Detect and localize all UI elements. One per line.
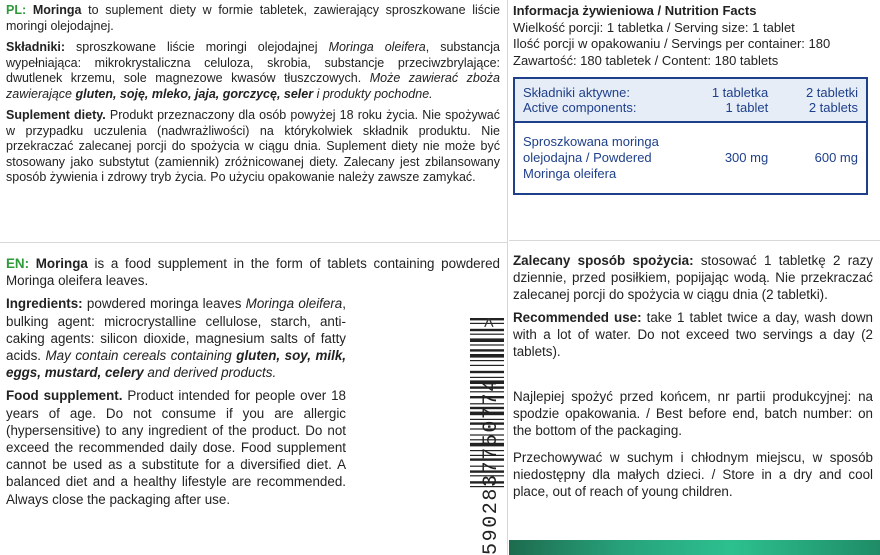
pl-supplement-label: Suplement diety.: [6, 108, 106, 122]
en-allergen-list: gluten, soy, milk, eggs, mustard, celery: [6, 348, 346, 381]
en-supplement-notice: [6, 387, 346, 507]
en-ingredients-text: powdered moringa leaves: [82, 296, 246, 312]
pl-supplement-text: Produkt przeznaczony dla osób powyżej 18 roku życia. Nie spożywać w przypadku uczulenia (nadwrażliwości) na którykolwiek składnik produktu. Nie przekraczać zalecanej porcji do spożycia w ciągu dnia. Suplement diety nie może być stosowany jako substytut (zamiennik) zróżnicowanej diety. Zalecany jest zbilansowany sposób żywienia i zdrowy tryb życia. Po użyciu opakowanie należy zawsze zamykać.: [6, 108, 500, 184]
en-ingredients-label: Ingredients:: [6, 296, 83, 312]
servings-per-container-line: Ilość porcji w opakowaniu / Servings per container: 180: [513, 36, 831, 51]
content-line: Zawartość: 180 tabletek / Content: 180 tablets: [513, 52, 779, 68]
barcode-number: 5902837750774: [480, 378, 503, 555]
en-intro: [6, 255, 500, 289]
en-usage-text: take 1 tablet twice a day, wash down with a lot of water. Do not exceed two servings a day (2 tablets).: [513, 310, 873, 359]
pl-usage-text: stosować 1 tabletkę 2 razy dziennie, przed posiłkiem, popijając wodą. Nie przekraczać zalecanej porcji do spożycia w ciągu dnia (2 tabletki).: [513, 253, 873, 302]
pl-language-label: PL:: [6, 3, 27, 17]
serving-size-line: Wielkość porcji: 1 tabletka / Serving size: 1 tablet: [513, 19, 795, 35]
pl-product-name: Moringa: [32, 3, 82, 17]
pl-allergen-list: gluten, soję, mleko, jaja, gorczycę, seler: [75, 86, 314, 101]
moringa-row-label: Sproszkowana moringa olejodajna / Powdered Moringa oleifera: [514, 122, 681, 194]
nutrition-table-header: [514, 78, 867, 122]
storage-info: Przechowywać w suchym i chłodnym miejscu, w sposób niedostępny dla małych dzieci. / Store in a dry and cool place, out of reach of young children.: [513, 450, 873, 499]
best-before-info: Najlepiej spożyć przed końcem, nr partii produkcyjnej: na spodzie opakowania. / Best before end, batch number: on the bottom of the packaging.: [513, 389, 873, 438]
packaging-color-band: [509, 540, 880, 555]
column-divider: [507, 0, 508, 555]
pl-ingredients-label: Składniki:: [6, 40, 66, 54]
pl-allergen-intro: Może zawierać zboża zawierające: [6, 71, 500, 101]
section-divider-right: [509, 240, 880, 241]
pl-intro: [6, 3, 500, 34]
pl-intro-text: to suplement diety w formie tabletek, zawierający sproszkowane liście moringi olejodajnej.: [6, 3, 500, 33]
pl-latin-name: Moringa oleifera: [328, 40, 426, 54]
header-two-tablets: 2 tabletki 2 tablets: [776, 78, 867, 122]
nutrition-title: Informacja żywieniowa / Nutrition Facts: [513, 3, 757, 18]
header-one-tablet: 1 tabletka 1 tablet: [681, 78, 776, 122]
nutrition-section: [513, 3, 875, 195]
pl-allergen-outro: i produkty pochodne.: [313, 86, 433, 101]
moringa-two-tablets-value: 600 mg: [776, 122, 867, 194]
barcode-chevron: >: [478, 317, 499, 328]
en-supplement-text: Product intended for people over 18 years of age. Do not consume if you are allergic (hypersensitive) to any ingredient of the product. Do not exceed the recommended daily dose. Food supplement cannot be used as a substitute for a diversified diet. A balanced diet and a healthy lifestyle are recommended. Always close the packaging after use.: [6, 388, 346, 507]
section-divider-left: [0, 242, 507, 243]
usage-section: [513, 252, 873, 506]
en-allergen-outro: and derived products.: [143, 365, 277, 381]
en-language-label: EN:: [6, 256, 30, 271]
en-supplement-label: Food supplement.: [6, 388, 123, 404]
pl-ingredients-text2: , substancja wypełniająca: mikrokrystaliczna celuloza, skrobia, substancje przeciwzbrylające: dwutlenek krzemu, sole magnezowe kwasów tłuszczowych.: [6, 40, 500, 85]
en-ingredients: [6, 295, 346, 381]
en-latin-name: Moringa oleifera: [245, 296, 343, 312]
polish-section: [6, 3, 500, 192]
pl-ingredients-text: sproszkowane liście moringi olejodajnej: [65, 40, 329, 54]
nutrition-table-row: [514, 122, 867, 194]
pl-usage-label: Zalecany sposób spożycia:: [513, 253, 694, 268]
pl-recommended-use: [513, 252, 873, 303]
en-intro-text: is a food supplement in the form of tablets containing powdered Moringa oleifera leaves.: [6, 256, 500, 289]
en-usage-label: Recommended use:: [513, 310, 642, 325]
en-product-name: Moringa: [35, 256, 88, 271]
en-recommended-use: [513, 309, 873, 360]
pl-ingredients: [6, 40, 500, 102]
moringa-one-tablet-value: 300 mg: [681, 122, 776, 194]
nutrition-table: [513, 77, 868, 195]
active-components-label: Składniki aktywne: Active components:: [514, 78, 681, 122]
pl-supplement-notice: [6, 108, 500, 186]
en-ingredients-text2: , bulking agent: microcrystalline cellulose, starch, anti-caking agents: silicon dioxide, magnesium salts of fatty acids.: [6, 296, 346, 364]
en-allergen-intro: May contain cereals containing: [45, 348, 237, 364]
